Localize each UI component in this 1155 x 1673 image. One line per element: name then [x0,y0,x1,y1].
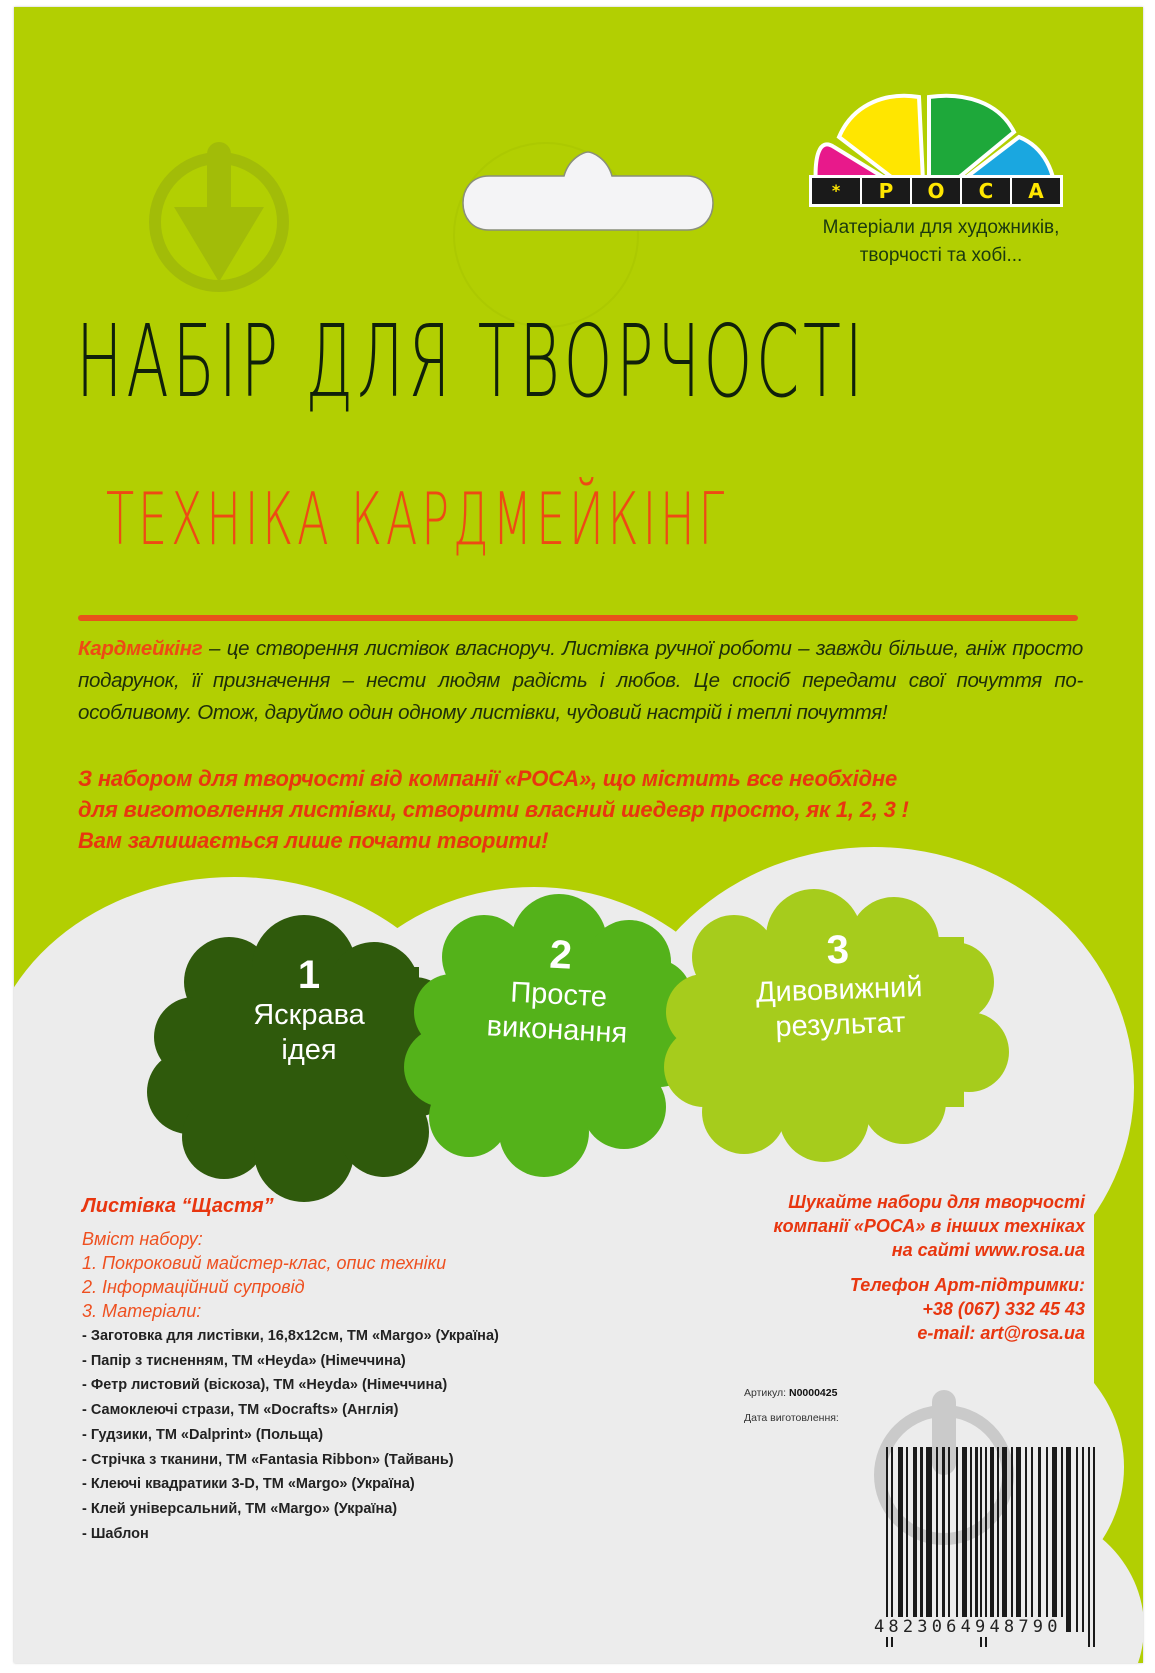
contents-item: 3. Матеріали: [82,1301,202,1321]
logo-letter: С [960,178,1010,204]
support-heading: Телефон Арт-підтримки: [849,1275,1085,1295]
logo-letter: А [1010,178,1060,204]
material-item: - Шаблон [82,1525,149,1542]
article-label: Артикул: [744,1387,787,1399]
intro-highlight: Кардмейкінг [78,637,203,660]
search-line: Шукайте набори для творчості [788,1192,1085,1212]
step-label: Яскрава [253,999,365,1031]
support-contacts [850,1273,1085,1345]
material-item: - Самоклеючі стрази, ТМ «Docrafts» (Англія) [82,1402,399,1419]
step-label: ідея [281,1034,337,1066]
manufacture-date [744,1412,839,1424]
promo-line: Вам залишається лише почати творити! [78,828,549,853]
logo-star: * [831,181,841,200]
logo-letter: О [910,178,960,204]
tagline-line: творчості та хобі... [859,245,1023,266]
material-item: - Папір з тисненням, ТМ «Heyda» (Німеччина) [82,1352,406,1369]
contents-list [82,1227,446,1323]
material-item: - Клей універсальний, ТМ «Margo» (Україна) [82,1500,398,1517]
product-back-cover [14,7,1143,1663]
step-1 [204,952,414,1068]
step-3 [712,923,966,1048]
promo-line: З набором для творчості від компанії «РОСА», що містить все необхідне [78,766,898,791]
barcode-number: 4823064948790 [874,1617,1062,1637]
search-more-text [774,1190,1085,1262]
material-item: - Фетр листовий (віскоза), ТМ «Heyda» (Німеччина) [82,1377,448,1394]
tagline-line: Матеріали для художників, [822,217,1060,238]
material-item: - Заготовка для листівки, 16,8х12см, ТМ «Margo» (Україна) [82,1328,499,1344]
step-2 [451,927,667,1054]
page-subtitle: ТЕХНІКА КАРДМЕЙКІНГ [106,477,729,561]
material-item: - Гудзики, ТМ «Dalprint» (Польща) [82,1426,324,1443]
article-value: N0000425 [788,1387,838,1399]
contents-item: 2. Інформаційний супровід [82,1277,305,1297]
material-item: - Клеючі квадратики 3-D, ТМ «Margo» (Україна) [82,1476,415,1493]
hanger-hole [459,148,717,243]
step-number: 2 [548,932,574,978]
material-item: - Стрічка з тканини, ТМ «Fantasia Ribbon» (Тайвань) [82,1451,454,1468]
contents-item: 1. Покроковий майстер-клас, опис техніки [82,1253,447,1273]
search-line: компанії «РОСА» в інших техніках [773,1216,1085,1236]
divider-line [78,615,1078,621]
step-label: результат [774,1006,906,1044]
rosa-logo-wordmark [809,175,1063,207]
promo-line: для виготовлення листівки, створити власний шедевр просто, як 1, 2, 3 ! [78,797,909,822]
product-title: Листівка “Щастя” [82,1195,274,1217]
intro-text: – це створення листівок власноруч. Листівка ручної роботи – завжди більше, аніж просто подарунок, її призначення – нести людям радість і любов. Це спосіб передати свої почуття по-особливому. Отож, даруймо один одному листівки, чудовий настрій і теплі почуття! [78,637,1083,724]
promo-paragraph [78,763,1088,856]
intro-paragraph [78,633,1083,729]
step-label: Дивовижний [755,971,923,1009]
contents-heading: Вміст набору: [82,1229,203,1249]
support-phone[interactable]: +38 (067) 332 45 43 [922,1299,1085,1319]
step-number: 1 [297,953,321,997]
step-number: 3 [825,927,850,973]
logo-letter: Р [860,178,910,204]
article-number [744,1387,837,1399]
materials-list [82,1324,499,1546]
support-email[interactable]: e-mail: art@rosa.ua [917,1323,1085,1343]
website-link[interactable]: на сайті www.rosa.ua [891,1240,1085,1260]
brand-tagline [781,214,1101,270]
page-title: НАБІР ДЛЯ ТВОРЧОСТІ [76,303,867,420]
date-label: Дата виготовлення: [744,1412,839,1424]
step-label: Просте [509,976,608,1014]
step-label: виконання [485,1010,628,1050]
